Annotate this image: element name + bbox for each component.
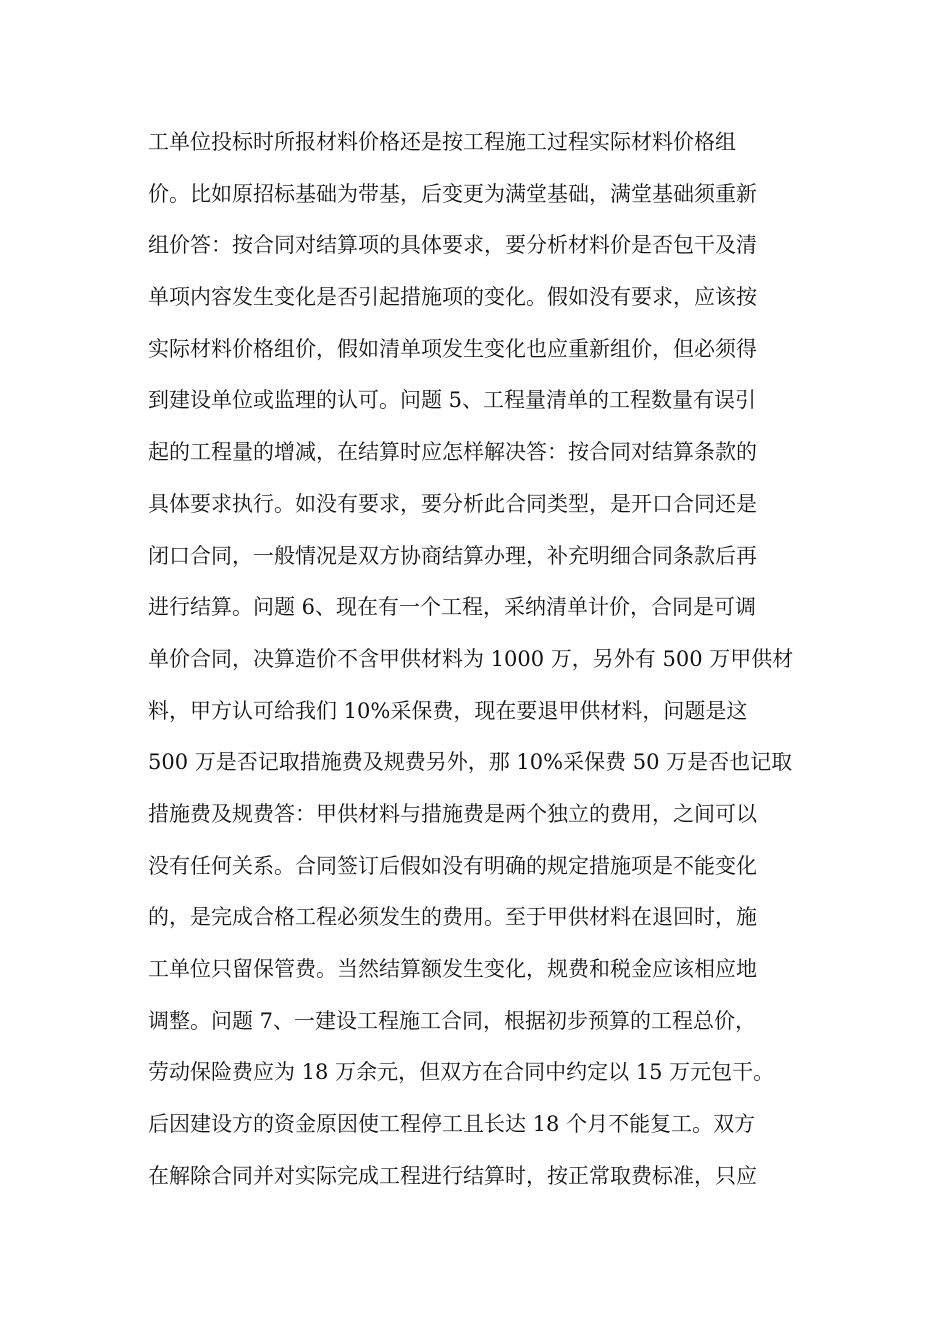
body-text: [148, 117, 808, 1202]
text-line-14: 措施费及规费答：甲供材料与措施费是两个独立的费用，之间可以: [148, 801, 757, 826]
text-line-18: 调整。问题 7、一建设工程施工合同，根据初步预算的工程总价，: [148, 1008, 757, 1033]
text-line-2: 价。比如原招标基础为带基，后变更为满堂基础，满堂基础须重新: [148, 181, 757, 206]
text-line-6: 到建设单位或监理的认可。问题 5、工程量清单的工程数量有误引: [148, 388, 757, 413]
text-line-15: 没有任何关系。合同签订后假如没有明确的规定措施项是不能变化: [148, 853, 757, 878]
text-line-13: 500 万是否记取措施费及规费另外，那 10%采保费 50 万是否也记取: [148, 750, 793, 775]
text-line-7: 起的工程量的增减，在结算时应怎样解决答：按合同对结算条款的: [148, 440, 757, 465]
text-line-8: 具体要求执行。如没有要求，要分析此合同类型，是开口合同还是: [148, 491, 757, 516]
text-line-5: 实际材料价格组价，假如清单项发生变化也应重新组价，但必须得: [148, 336, 757, 361]
text-line-1: 工单位投标时所报材料价格还是按工程施工过程实际材料价格组: [148, 130, 736, 154]
text-line-10: 进行结算。问题 6、现在有一个工程，采纳清单计价，合同是可调: [148, 595, 757, 620]
text-line-16: 的，是完成合格工程必须发生的费用。至于甲供材料在退回时，施: [148, 905, 757, 930]
text-line-20: 后因建设方的资金原因使工程停工且长达 18 个月不能复工。双方: [148, 1112, 756, 1137]
text-line-11: 单价合同，决算造价不含甲供材料为 1000 万，另外有 500 万甲供材: [148, 646, 794, 671]
text-line-4: 单项内容发生变化是否引起措施项的变化。假如没有要求，应该按: [148, 285, 757, 310]
text-line-9: 闭口合同，一般情况是双方协商结算办理，补充明细合同条款后再: [148, 543, 757, 568]
text-line-3: 组价答：按合同对结算项的具体要求，要分析材料价是否包干及清: [148, 233, 757, 258]
text-line-19: 劳动保险费应为 18 万余元，但双方在合同中约定以 15 万元包干。: [148, 1060, 775, 1085]
text-line-21: 在解除合同并对实际完成工程进行结算时，按正常取费标准，只应: [148, 1163, 757, 1188]
text-line-17: 工单位只留保管费。当然结算额发生变化，规费和税金应该相应地: [148, 957, 757, 981]
text-line-12: 料，甲方认可给我们 10%采保费，现在要退甲供材料，问题是这: [148, 698, 748, 723]
